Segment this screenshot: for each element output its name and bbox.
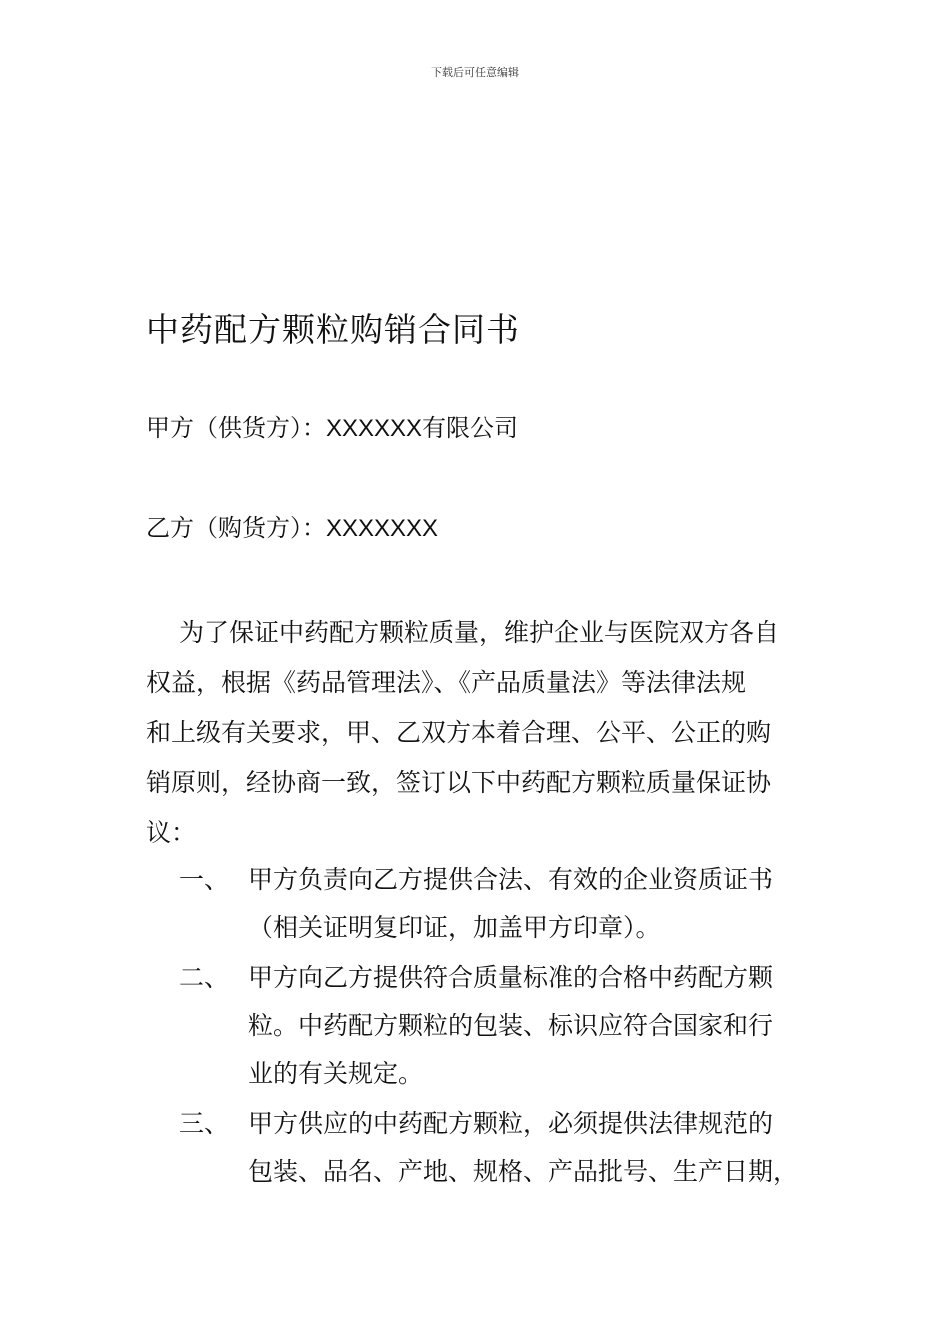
preamble-line: 议： (146, 818, 197, 847)
clause-line: 甲方供应的中药配方颗粒，必须提供法律规范的 (248, 1109, 774, 1138)
clause-text (248, 954, 859, 1098)
clause-number: 二、 (179, 963, 230, 992)
preamble-line: 为了保证中药配方颗粒质量，维护企业与医院双方各自 (179, 618, 780, 647)
clause-number: 一、 (179, 865, 230, 894)
party-a-name-placeholder: XXXXXX (326, 415, 423, 442)
header-note: 下载后可任意编辑 (431, 66, 519, 79)
clause-item (179, 954, 859, 1098)
clause-item (179, 1100, 859, 1196)
clause-line: 甲方向乙方提供符合质量标准的合格中药配方颗 (248, 963, 774, 992)
preamble-paragraph (146, 608, 816, 858)
clause-line: 粒。中药配方颗粒的包装、标识应符合国家和行 (248, 1011, 774, 1040)
document-title: 中药配方颗粒购销合同书 (146, 310, 520, 349)
clause-line: 甲方负责向乙方提供合法、有效的企业资质证书 (248, 865, 774, 894)
party-a-label: 甲方（供货方）： (146, 414, 326, 442)
party-b-label: 乙方（购货方）： (146, 514, 326, 542)
clause-list (179, 856, 859, 1198)
clause-line: 包装、品名、产地、规格、产品批号、生产日期， (248, 1157, 799, 1186)
preamble-line: 和上级有关要求，甲、乙双方本着合理、公平、公正的购 (146, 718, 772, 747)
party-a-name-suffix: 有限公司 (422, 414, 519, 442)
clause-item (179, 856, 859, 952)
party-b-name-placeholder: XXXXXXX (326, 515, 439, 542)
party-b-line (146, 512, 438, 545)
clause-number: 三、 (179, 1109, 230, 1138)
preamble-line: 销原则，经协商一致，签订以下中药配方颗粒质量保证协 (146, 768, 772, 797)
clause-text (248, 1100, 859, 1196)
preamble-line: 权益，根据《药品管理法》、《产品质量法》等法律法规 (146, 668, 747, 697)
clause-text (248, 856, 859, 952)
clause-line: （相关证明复印证，加盖甲方印章）。 (248, 913, 661, 942)
clause-line: 业的有关规定。 (248, 1059, 424, 1088)
party-a-line (146, 412, 518, 445)
